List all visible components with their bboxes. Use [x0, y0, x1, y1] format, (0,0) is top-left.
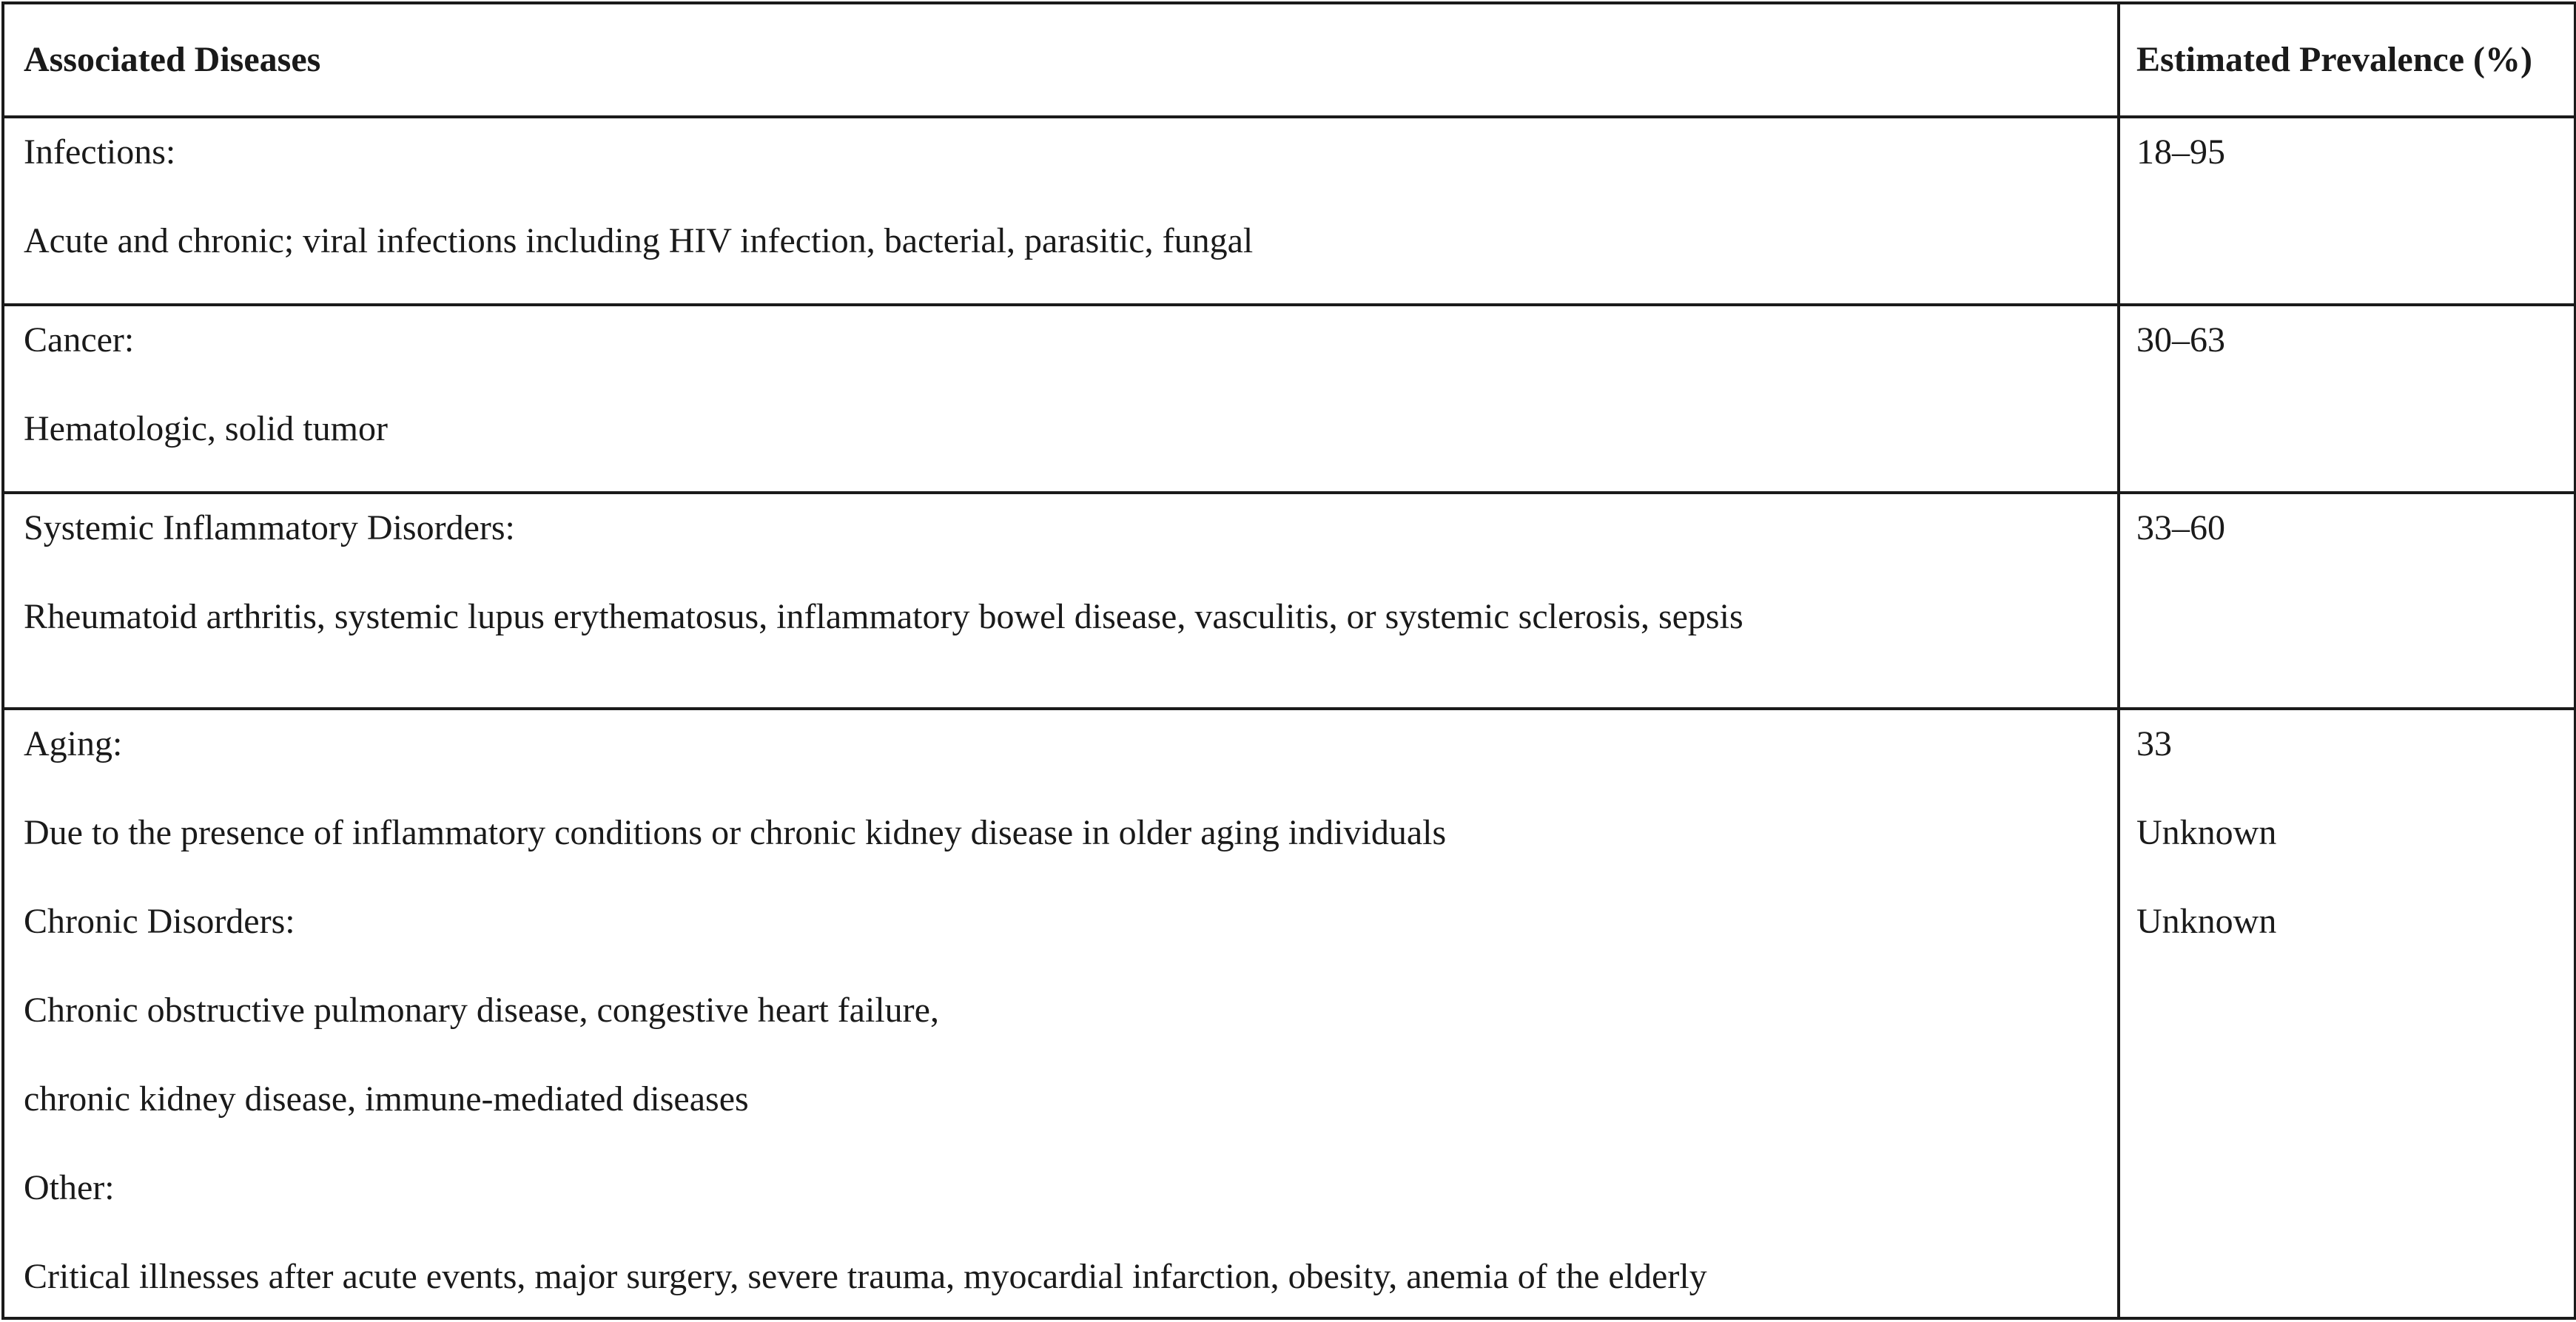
disease-description: Hematologic, solid tumor [24, 409, 388, 448]
header-estimated-prevalence: Estimated Prevalence (%) [2119, 3, 2575, 117]
category-label: Chronic Disorders: [24, 902, 295, 941]
disease-prevalence-table [1, 1, 2576, 1320]
prevalence-value: 33 [2136, 724, 2172, 763]
disease-cell [3, 709, 2119, 1318]
header-associated-diseases: Associated Diseases [3, 3, 2119, 117]
disease-description: Chronic obstructive pulmonary disease, congestive heart failure, [24, 991, 939, 1030]
disease-description: Acute and chronic; viral infections including HIV infection, bacterial, parasitic, fungal [24, 221, 1254, 260]
prevalence-cell [2119, 709, 2575, 1318]
table-row [3, 709, 2575, 1318]
category-label: Systemic Inflammatory Disorders: [24, 508, 515, 547]
disease-description: Rheumatoid arthritis, systemic lupus erythematosus, inflammatory bowel disease, vasculitis, or systemic sclerosis, sepsis [24, 597, 1743, 636]
prevalence-value: 18–95 [2136, 132, 2225, 172]
category-label: Other: [24, 1168, 115, 1207]
prevalence-value: 30–63 [2136, 320, 2225, 360]
prevalence-cell [2119, 493, 2575, 709]
prevalence-cell [2119, 117, 2575, 305]
prevalence-value: Unknown [2136, 813, 2277, 852]
table-row [3, 117, 2575, 305]
disease-cell [3, 117, 2119, 305]
prevalence-value: 33–60 [2136, 508, 2225, 547]
header-row [3, 3, 2575, 117]
prevalence-value: Unknown [2136, 902, 2277, 941]
category-label: Infections: [24, 132, 176, 172]
disease-description: Due to the presence of inflammatory conditions or chronic kidney disease in older aging individuals [24, 813, 1447, 852]
category-label: Cancer: [24, 320, 135, 360]
disease-description: Critical illnesses after acute events, major surgery, severe trauma, myocardial infarction, obesity, anemia of the elderly [24, 1257, 1707, 1296]
disease-description: chronic kidney disease, immune-mediated diseases [24, 1079, 749, 1119]
category-label: Aging: [24, 724, 123, 763]
disease-cell [3, 493, 2119, 709]
prevalence-cell [2119, 305, 2575, 493]
table-row [3, 493, 2575, 709]
disease-cell [3, 305, 2119, 493]
table-row [3, 305, 2575, 493]
